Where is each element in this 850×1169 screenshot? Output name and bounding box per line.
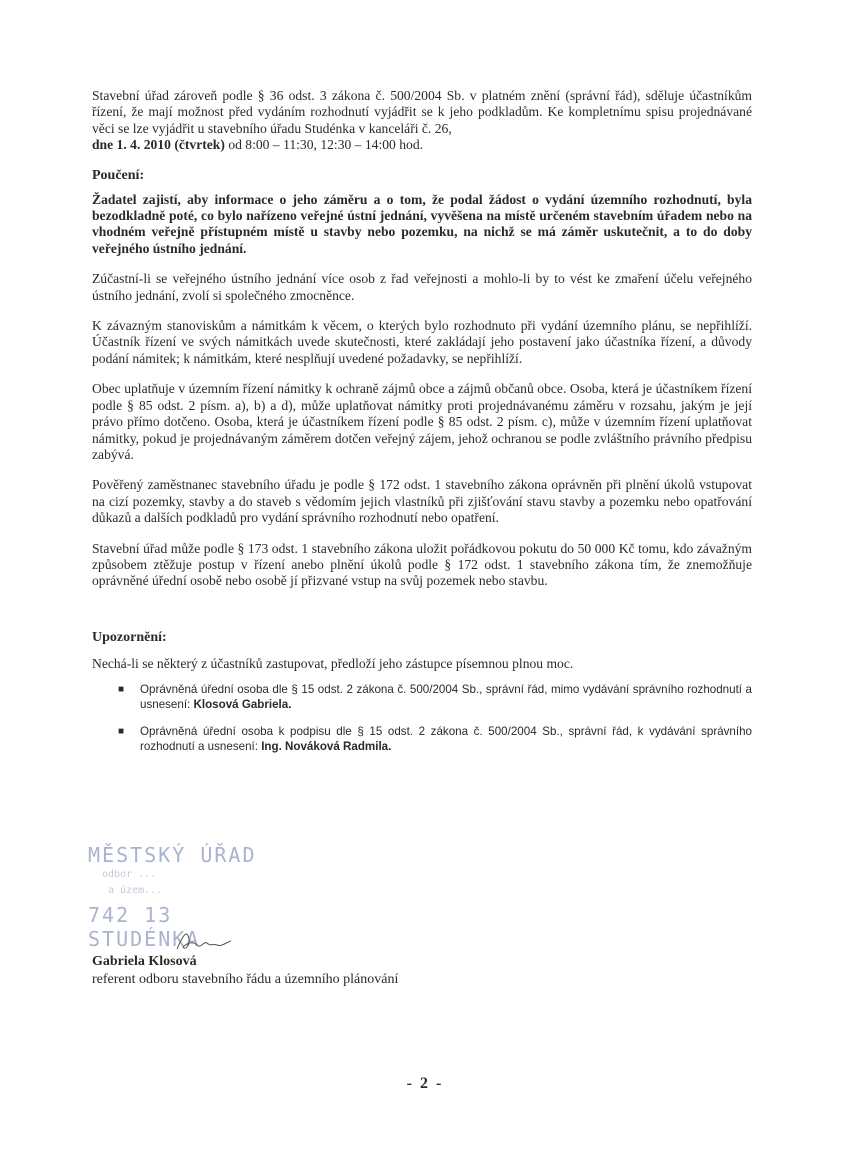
official-name: Klosová Gabriela. bbox=[193, 698, 292, 712]
upozorneni-heading: Upozornění: bbox=[92, 629, 167, 645]
stamp-line: MĚSTSKÝ ÚŘAD bbox=[88, 843, 257, 867]
signer-role: referent odboru stavebního řádu a územního plánování bbox=[92, 972, 399, 987]
representation-text: Nechá-li se některý z účastníků zastupovat, předloží jeho zástupce písemnou plnou moc. bbox=[92, 655, 574, 671]
bullet-icon: ■ bbox=[118, 726, 125, 738]
stamp-line: odbor ... bbox=[102, 869, 157, 880]
signer-name: Gabriela Klosová bbox=[92, 954, 197, 969]
signer-block bbox=[92, 953, 398, 989]
stamp-line: 742 13 STUDÉNKA bbox=[88, 903, 201, 951]
intro-paragraph bbox=[92, 88, 752, 154]
paragraph-representative: Zúčastní-li se veřejného ústního jednání více osob z řad veřejnosti a mohlo-li by to vést ke zmaření účelu veřejného ústního jednání, zvolí si společného zmocněnce. bbox=[92, 271, 752, 303]
office-hours: od 8:00 – 11:30, 12:30 – 14:00 hod. bbox=[228, 137, 424, 153]
bullet-icon: ■ bbox=[118, 684, 125, 696]
applicant-notice: Žadatel zajistí, aby informace o jeho záměru a o tom, že podal žádost o vydání územního rozhodnutí, byla bezodkladně poté, co bylo nařízeno veřejné ústní jednání, vyvěšena na místě určeném stavebním úřadem nebo na vhodném veřejně přístupném místě u stavby nebo pozemku, na nichž se má záměr uskutečnit, a to do doby veřejného ústního jednání. bbox=[92, 191, 752, 256]
page-number: - 2 - bbox=[406, 1075, 444, 1092]
paragraph-fine: Stavební úřad může podle § 173 odst. 1 stavebního zákona uložit pořádkovou pokutu do 50 000 Kč tomu, kdo závažným způsobem ztěžuje postup v řízení anebo plnění úkolů podle § 172 odst. 1 stavebního zákona tím, že znemožňuje oprávněné úřední osobě nebo osobě jí přizvané vstup na svůj pozemek nebo stavbu. bbox=[92, 540, 752, 589]
office-stamp bbox=[88, 843, 288, 951]
hearing-date: dne 1. 4. 2010 (čtvrtek) bbox=[92, 137, 225, 153]
list-item bbox=[118, 682, 752, 712]
paragraph-objections: K závazným stanoviskům a námitkám k věcem, o kterých bylo rozhodnuto při vydání územního plánu, se nepřihlíží. Účastník řízení ve svých námitkách uvede skutečnosti, které zakládají jeho postavení jako účastníka řízení, a důvody podání námitek; k námitkám, které nesplňují uvedené požadavky, se nepřihlíží. bbox=[92, 318, 752, 366]
official-name: Ing. Nováková Radmila. bbox=[261, 740, 392, 754]
list-item-text: Oprávněná úřední osoba dle § 15 odst. 2 zákona č. 500/2004 Sb., správní řád, mimo vydávání správního rozhodnutí a usnesení: bbox=[140, 683, 752, 712]
intro-text: Stavební úřad zároveň podle § 36 odst. 3 zákona č. 500/2004 Sb. v platném znění (správní řád), sděluje účastníkům řízení, že mají možnost před vydáním rozhodnutí vyjádřit se k jeho podkladům. Ke kompletnímu spisu projednávané věci se lze vyjádřit u stavebního úřadu Studénka v kanceláři č. 26, bbox=[92, 88, 752, 136]
paragraph-municipality: Obec uplatňuje v územním řízení námitky k ochraně zájmů obce a zájmů občanů obce. Osoba, která je účastníkem řízení podle § 85 odst. 2 písm. a), b) a d), může uplatňovat námitky proti projednávanému záměru v rozsahu, jakým je její právo přímo dotčeno. Osoba, která je účastníkem řízení podle § 85 odst. 2 písm. c), může v územním řízení uplatňovat námitky, pokud je projednávaným záměrem dotčen veřejný zájem, jehož ochranou se podle zvláštního právního předpisu zabývá. bbox=[92, 381, 752, 462]
stamp-line: a územ... bbox=[108, 885, 163, 896]
document-body bbox=[92, 88, 752, 766]
list-item-text: Oprávněná úřední osoba k podpisu dle § 15 odst. 2 zákona č. 500/2004 Sb., správní řád, k vydávání správního rozhodnutí a usnesení: bbox=[140, 725, 752, 754]
paragraph-entry-rights: Pověřený zaměstnanec stavebního úřadu je podle § 172 odst. 1 stavebního zákona oprávněn při plnění úkolů vstupovat na cizí pozemky, stavby a do staveb s vědomím jejich vlastníků při zjišťování stavu stavby a pozemku nebo opatřování důkazů a dalších podkladů pro vydání správního rozhodnutí nebo opatření. bbox=[92, 477, 752, 526]
pouceni-heading: Poučení: bbox=[92, 167, 145, 183]
handwritten-signature bbox=[175, 925, 235, 955]
official-persons-list bbox=[92, 682, 752, 754]
list-item bbox=[118, 724, 752, 754]
